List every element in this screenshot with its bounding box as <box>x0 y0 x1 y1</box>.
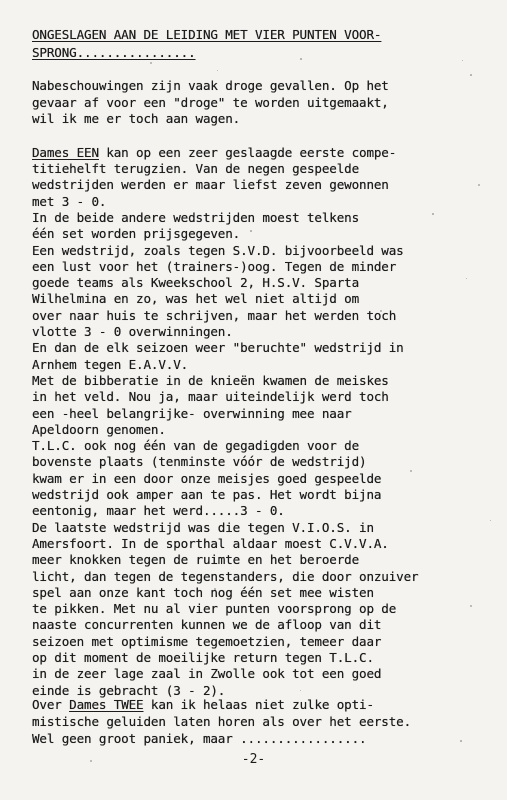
dames-twee-line: mistische geluiden laten horen als over het eerste. <box>32 714 412 729</box>
speck <box>462 60 463 61</box>
dames-een-line: En dan de elk seizoen weer "beruchte" wedstrijd in <box>32 340 404 356</box>
dames-een-line: Wilhelmina en zo, was het wel niet altijd om <box>32 291 360 307</box>
speck <box>470 605 472 607</box>
dames-een-line: Arnhem tegen E.A.V.V. <box>32 356 189 372</box>
dames-een-line: over naar huis te schrijven, maar het werden toch <box>32 307 397 323</box>
speck <box>217 70 218 71</box>
dames-een-line: licht, dan tegen de tegenstanders, die door onzuiver <box>32 568 419 584</box>
dames-een-line: Een wedstrijd, zoals tegen S.V.D. bijvoorbeeld was <box>32 242 404 258</box>
dames-een-line: een lust voor het (trainers-)oog. Tegen de minder <box>32 258 397 274</box>
dames-een-line: een -heel belangrijke- overwinning mee naar <box>32 405 352 421</box>
dames-een-line: wedstrijd ook amper aan te pas. Het wordt bijna <box>32 487 382 502</box>
speck <box>478 184 480 186</box>
dames-een-line: In de beide andere wedstrijden moest telkens <box>32 209 360 225</box>
dames-een-line: met 3 - 0. <box>32 193 107 209</box>
dames-een-line: eentonig, maar het werd.....3 - 0. <box>32 503 285 519</box>
dames-een-line: titiehelft terugzien. Van de negen gespeelde <box>32 161 360 176</box>
dames-een-line: T.L.C. ook nog één van de gegadigden voor de <box>32 438 360 454</box>
dames-een-first-line-text: kan op een zeer geslaagde eerste compe- <box>98 145 397 160</box>
speck <box>300 690 301 691</box>
dames-een-line: kwam er in een door onze meisjes goed gespeelde <box>32 470 382 486</box>
speck <box>150 62 152 64</box>
dames-twee-first-line-text: kan ik helaas niet zulke opti- <box>143 697 374 712</box>
dames-een-line: goede teams als Kweekschool 2, H.S.V. Sparta <box>32 275 360 291</box>
dames-een-first-line <box>32 145 396 161</box>
dames-een-line: meer knokken tegen de ruimte en het beroerde <box>32 552 360 568</box>
article-title-line-1: ONGESLAGEN AAN DE LEIDING MET VIER PUNTEN VOOR- <box>32 27 382 42</box>
dames-een-line: seizoen met optimisme tegemoetzien, temeer daar <box>32 633 382 649</box>
intro-line: wil ik me er toch aan wagen. <box>32 111 241 126</box>
speck <box>300 58 302 60</box>
dames-een-line: vlotte 3 - 0 overwinningen. <box>32 324 233 339</box>
dames-een-line: op dit moment de moeilijke return tegen T.L.C. <box>32 650 374 665</box>
speck <box>490 520 491 521</box>
dames-een-heading: Dames EEN <box>32 145 99 160</box>
speck <box>410 470 412 472</box>
dames-een-line: in de zeer lage zaal in Zwolle ook tot een goed <box>32 666 382 682</box>
dames-een-line: De laatste wedstrijd was die tegen V.I.O.S. in <box>32 519 374 535</box>
dames-twee-line: Wel geen groot paniek, maar ................. <box>32 731 367 746</box>
dames-een-line: spel aan onze kant toch nog één set mee wisten <box>32 584 374 600</box>
page-number: -2- <box>241 752 266 767</box>
speck <box>470 74 472 76</box>
speck <box>460 740 462 742</box>
speck <box>250 230 252 232</box>
speck <box>214 588 216 590</box>
dames-een-line: één set worden prijsgegeven. <box>32 226 241 242</box>
dames-een-line: wedstrijden werden er maar liefst zeven gewonnen <box>32 177 389 193</box>
dames-een-line: Met de bibberatie in de knieën kwamen de meiskes <box>32 372 389 388</box>
dames-een-line: Apeldoorn genomen. <box>32 421 166 437</box>
speck <box>466 278 467 279</box>
dames-een-line: Amersfoort. In de sporthal aldaar moest C.V.V.A. <box>32 535 389 551</box>
article-title-line-2-text: SPRONG................ <box>32 45 196 60</box>
dames-een-line: bovenste plaats (tenminste vóór de wedstrijd) <box>32 454 367 470</box>
speck <box>120 300 121 301</box>
dames-twee-first-line <box>32 697 374 713</box>
dames-twee-prefix: Over <box>32 697 70 712</box>
intro-line: gevaar af voor een "droge" te worden uitgemaakt, <box>32 94 389 110</box>
speck <box>432 213 434 215</box>
dames-twee-heading: Dames TWEE <box>69 697 144 712</box>
dames-een-line: einde is gebracht (3 - 2). <box>32 682 226 698</box>
article-title-line-2 <box>32 45 196 61</box>
dames-een-line: naaste concurrenten kunnen we de afloop van dit <box>32 617 382 633</box>
dames-een-line: in het veld. Nou ja, maar uiteindelijk werd toch <box>32 389 389 405</box>
intro-line: Nabeschouwingen zijn vaak droge gevallen. Op het <box>32 78 389 93</box>
dames-een-line: te pikken. Met nu al vier punten voorsprong op de <box>32 601 397 617</box>
